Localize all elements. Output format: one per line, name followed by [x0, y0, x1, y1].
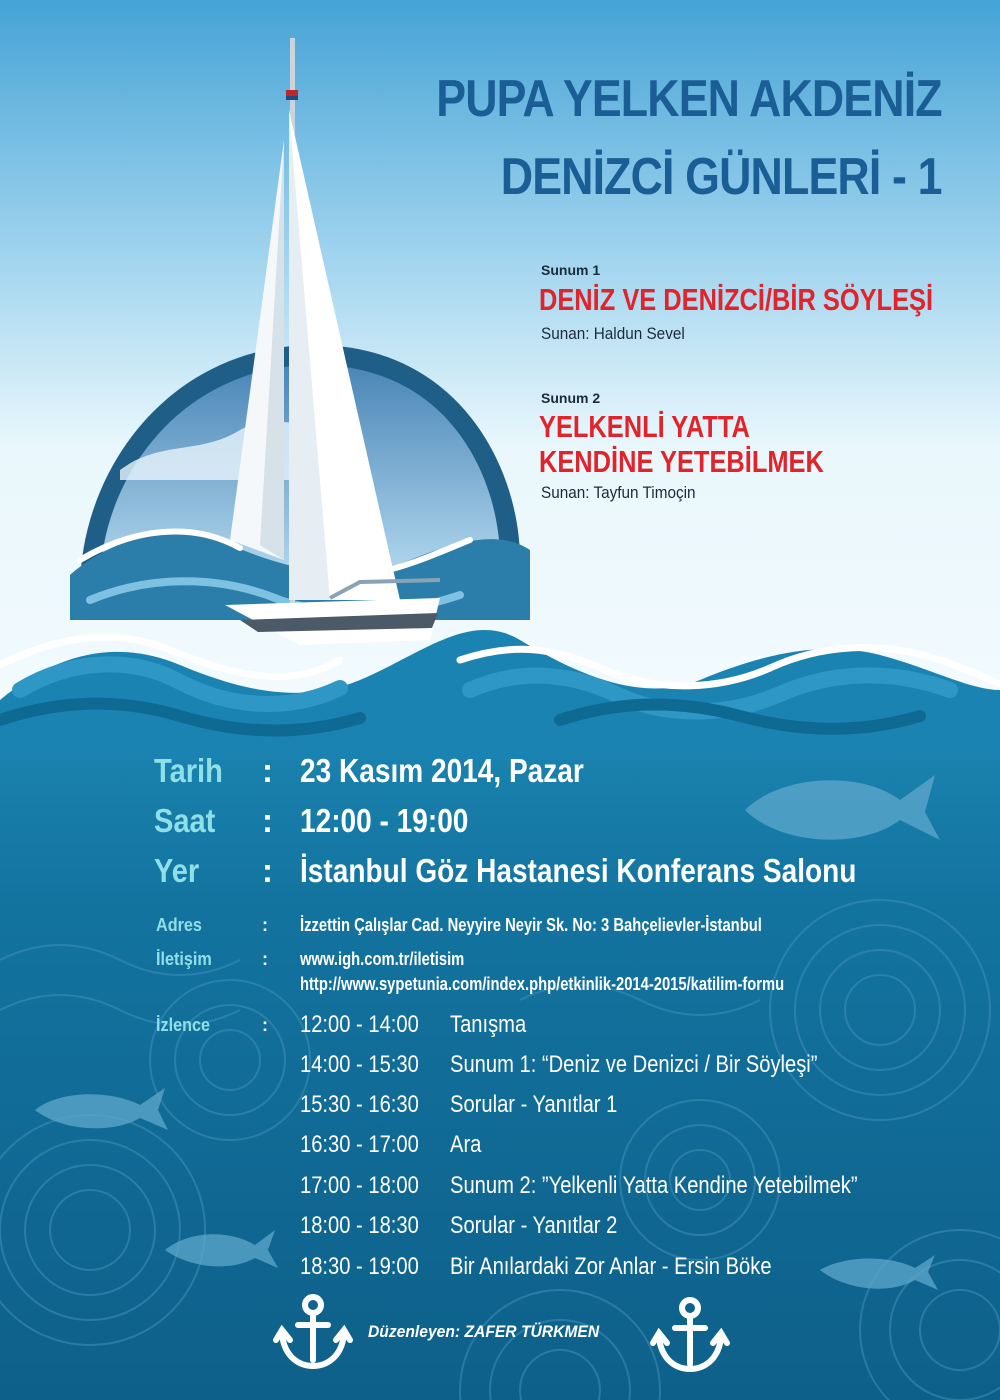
time-colon: : [262, 802, 273, 839]
program-item: Sunum 1: “Deniz ve Denizci / Bir Söyleşi” [450, 1051, 818, 1078]
time-label: Saat [154, 802, 216, 839]
poster-title-line-2: DENİZCİ GÜNLERİ - 1 [501, 148, 942, 206]
address-label: Adres [156, 915, 202, 935]
date-label: Tarih [154, 752, 223, 789]
organizer-credit: Düzenleyen: ZAFER TÜRKMEN [368, 1322, 600, 1341]
contact-label: İletişim [156, 949, 212, 969]
place-colon: : [262, 852, 273, 889]
poster-title-line-1: PUPA YELKEN AKDENİZ [436, 70, 942, 128]
contact-colon: : [262, 949, 268, 969]
program-item: Ara [450, 1131, 482, 1158]
address-value: İzzettin Çalışlar Cad. Neyyire Neyir Sk. No: 3 Bahçelievler-İstanbul [300, 915, 762, 935]
talk-1-label: Sunum 1 [541, 262, 601, 278]
program-time: 14:00 - 15:30 [300, 1051, 419, 1078]
date-value: 23 Kasım 2014, Pazar [300, 752, 584, 789]
program-time: 18:00 - 18:30 [300, 1212, 419, 1239]
contact-link-sypetunia[interactable]: http://www.sypetunia.com/index.php/etkinlik-2014-2015/katilim-formu [300, 974, 785, 994]
talk-1-presenter: Sunan: Haldun Sevel [541, 324, 685, 343]
talk-2-title-line-1: YELKENLİ YATTA [539, 409, 750, 444]
program-time: 16:30 - 17:00 [300, 1131, 419, 1158]
program-time: 15:30 - 16:30 [300, 1091, 419, 1118]
program-label: İzlence [156, 1015, 211, 1035]
contact-link-igh[interactable]: www.igh.com.tr/iletisim [300, 949, 465, 969]
address-colon: : [262, 915, 268, 935]
program-time: 12:00 - 14:00 [300, 1011, 419, 1038]
time-value: 12:00 - 19:00 [300, 802, 469, 839]
program-colon: : [262, 1015, 268, 1035]
talk-2-label: Sunum 2 [541, 390, 601, 406]
program-item: Sorular - Yanıtlar 1 [450, 1091, 618, 1118]
program-item: Sorular - Yanıtlar 2 [450, 1212, 618, 1239]
talk-2-title-line-2: KENDİNE YETEBİLMEK [539, 444, 824, 479]
program-item: Tanışma [450, 1011, 527, 1038]
talk-2-presenter: Sunan: Tayfun Timoçin [541, 483, 696, 502]
talk-1-title: DENİZ VE DENİZCİ/BİR SÖYLEŞİ [539, 282, 934, 317]
program-item: Sunum 2: ”Yelkenli Yatta Kendine Yetebilmek” [450, 1172, 858, 1199]
date-colon: : [262, 752, 273, 789]
program-item: Bir Anılardaki Zor Anlar - Ersin Böke [450, 1253, 772, 1280]
place-label: Yer [154, 852, 200, 889]
place-value: İstanbul Göz Hastanesi Konferans Salonu [300, 852, 857, 889]
program-time: 18:30 - 19:00 [300, 1253, 419, 1280]
program-time: 17:00 - 18:00 [300, 1172, 419, 1199]
